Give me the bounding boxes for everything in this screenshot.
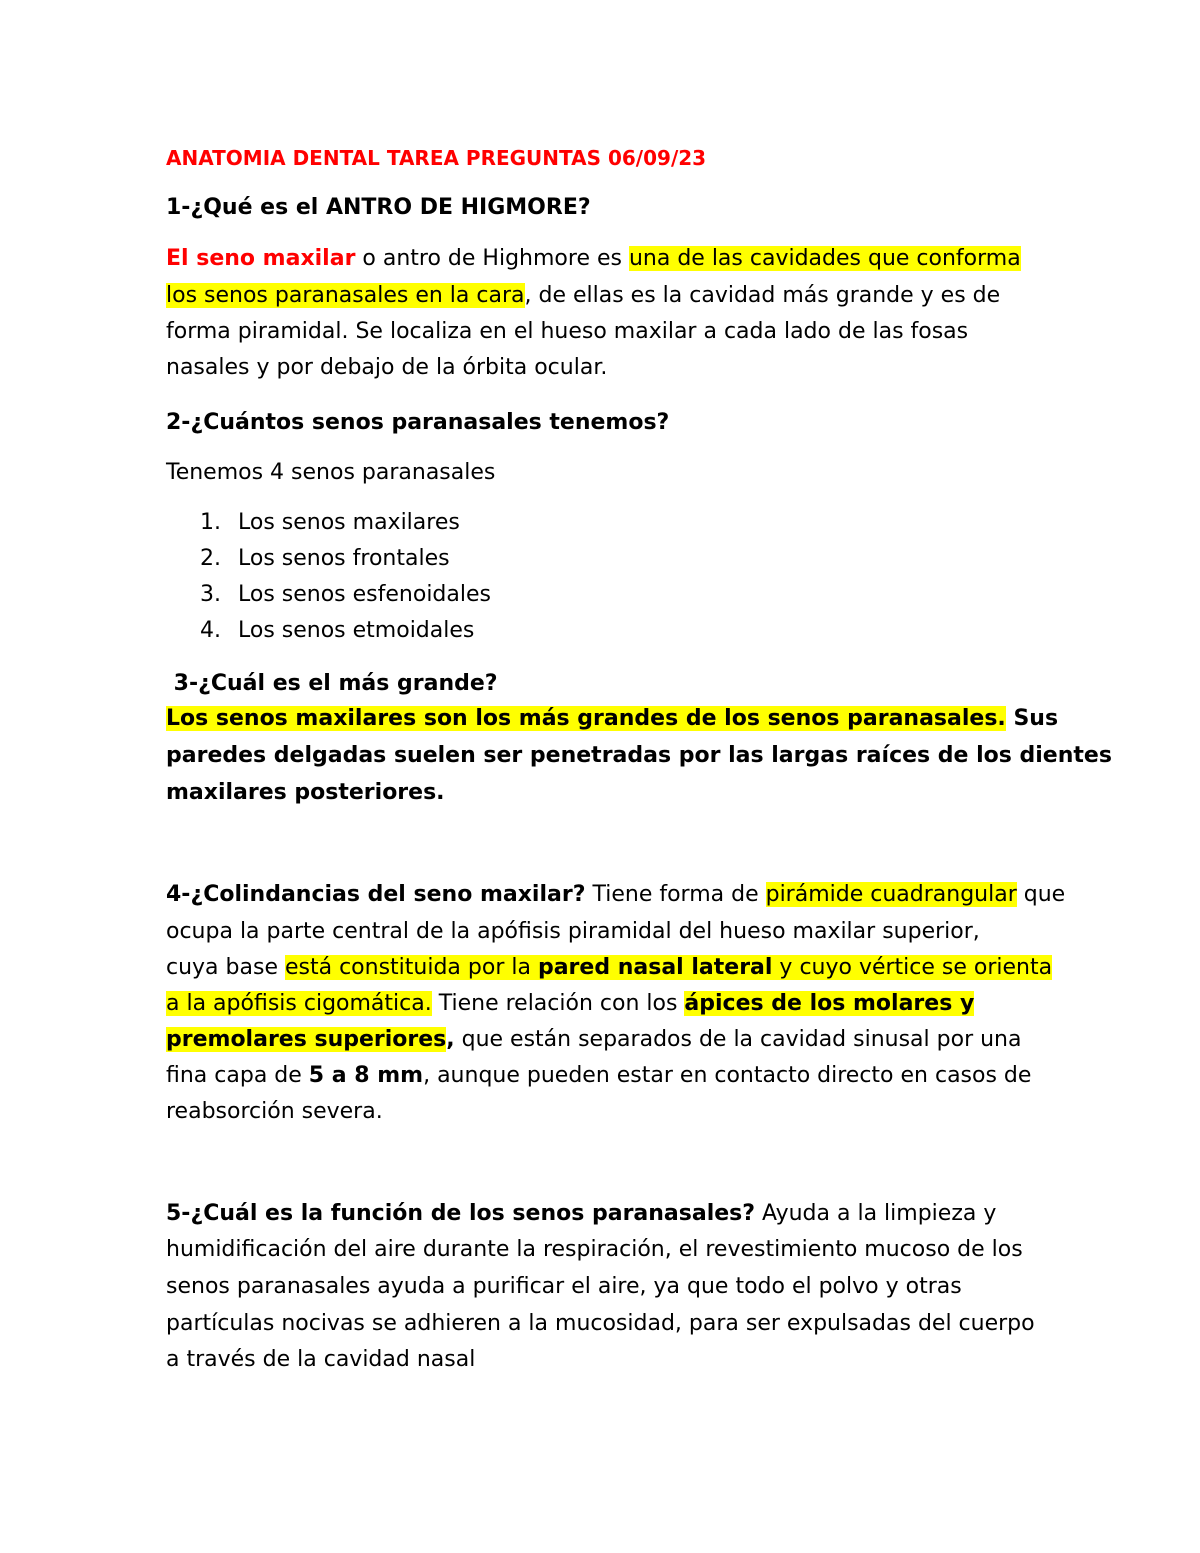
answer-5-line-5: a través de la cavidad nasal (166, 1347, 476, 1372)
answer-1-line-4: nasales y por debajo de la órbita ocular. (166, 355, 608, 380)
answer-3-line-1 (166, 704, 1058, 734)
answer-5-line-2: humidificación del aire durante la respiración, el revestimiento mucoso de los (166, 1237, 1023, 1262)
highlight: está constituida por la (284, 955, 538, 980)
text-run: , aunque pueden estar en contacto directo en casos de (423, 1063, 1032, 1088)
answer-5-line-4: partículas nocivas se adhieren a la mucosidad, para ser expulsadas del cuerpo (166, 1311, 1035, 1336)
highlight-bold: premolares superiores (166, 1027, 447, 1052)
document-title: ANATOMIA DENTAL TAREA PREGUNTAS 06/09/23 (166, 146, 707, 170)
list-text: Los senos frontales (238, 546, 450, 571)
highlight: una de las cavidades que conforma (628, 246, 1021, 271)
text-run: fina capa de (166, 1063, 309, 1088)
list-number: 3. (200, 582, 221, 607)
highlight: a la apófisis cigomática. (166, 991, 432, 1016)
answer-4-line-5 (166, 1025, 1021, 1055)
text-run: Tiene forma de (585, 882, 766, 907)
text-run: que están separados de la cavidad sinusal por una (454, 1027, 1022, 1052)
text-run: Sus (1005, 706, 1059, 731)
text-run: Tiene relación con los (431, 991, 685, 1016)
answer-3-line-3: maxilares posteriores. (166, 780, 445, 805)
text-run: Ayuda a la limpieza y (755, 1201, 997, 1226)
bold-measure: 5 a 8 mm (308, 1063, 424, 1088)
answer-4-line-4 (166, 989, 974, 1019)
answer-2: Tenemos 4 senos paranasales (166, 460, 496, 485)
answer-1-line-3: forma piramidal. Se localiza en el hueso maxilar a cada lado de las fosas (166, 319, 969, 344)
question-5-line-1 (166, 1199, 996, 1229)
highlight: los senos paranasales en la cara (166, 283, 525, 308)
list-item (200, 580, 491, 610)
highlight-bold: pared nasal lateral (537, 955, 773, 980)
highlight-bold: ápices de los molares y (684, 991, 975, 1016)
list-item (200, 616, 474, 646)
term-seno-maxilar: El seno maxilar (166, 246, 356, 271)
question-4-line-1 (166, 880, 1065, 910)
highlight: pirámide cuadrangular (765, 882, 1017, 907)
text-run: que (1016, 882, 1066, 907)
text-run: o antro de Highmore es (355, 246, 629, 271)
highlight: Los senos maxilares son los más grandes de los senos paranasales. (166, 706, 1006, 731)
list-text: Los senos esfenoidales (238, 582, 491, 607)
list-number: 4. (200, 618, 221, 643)
question-5: 5-¿Cuál es la función de los senos paranasales? (166, 1201, 756, 1226)
text-run: , de ellas es la cavidad más grande y es de (524, 283, 1001, 308)
answer-3-line-2: paredes delgadas suelen ser penetradas por las largas raíces de los dientes (166, 743, 1112, 768)
list-number: 1. (200, 510, 221, 535)
list-text: Los senos maxilares (238, 510, 460, 535)
answer-1-line-2 (166, 281, 1000, 311)
answer-4-line-6 (166, 1061, 1031, 1091)
list-item (200, 508, 460, 538)
answer-1-line-1 (166, 244, 1021, 274)
text-run: cuya base (166, 955, 285, 980)
answer-5-line-3: senos paranasales ayuda a purificar el aire, ya que todo el polvo y otras (166, 1274, 962, 1299)
list-number: 2. (200, 546, 221, 571)
highlight: y cuyo vértice se orienta (772, 955, 1053, 980)
answer-4-line-2: ocupa la parte central de la apófisis piramidal del hueso maxilar superior, (166, 919, 980, 944)
question-1: 1-¿Qué es el ANTRO DE HIGMORE? (166, 195, 591, 220)
question-3: 3-¿Cuál es el más grande? (166, 671, 498, 696)
text-run: , (446, 1027, 455, 1052)
question-2: 2-¿Cuántos senos paranasales tenemos? (166, 410, 670, 435)
list-item (200, 544, 450, 574)
question-4: 4-¿Colindancias del seno maxilar? (166, 882, 586, 907)
answer-4-line-7: reabsorción severa. (166, 1099, 383, 1124)
list-text: Los senos etmoidales (238, 618, 475, 643)
answer-4-line-3 (166, 953, 1052, 983)
